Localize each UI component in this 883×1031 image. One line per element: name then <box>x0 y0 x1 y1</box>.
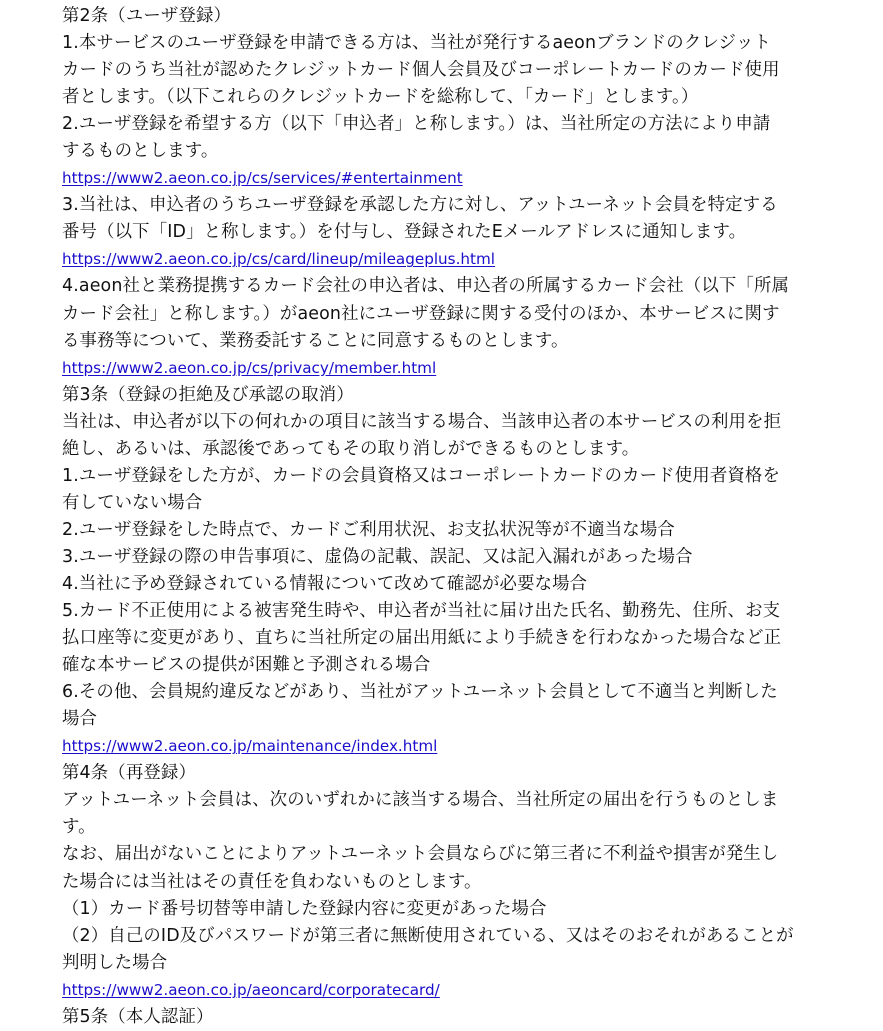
link-line <box>62 977 852 1004</box>
paragraph-line: するものとします。 <box>62 141 219 162</box>
paragraph-line: 判明した場合 <box>62 952 168 973</box>
paragraph-line: 2.ユーザ登録をした時点で、カードご利用状況、お支払状況等が不適当な場合 <box>62 519 675 540</box>
paragraph-line: 3.ユーザ登録の際の申告事項に、虚偽の記載、誤記、又は記入漏れがあった場合 <box>62 546 693 567</box>
link-line <box>62 733 852 760</box>
link-line <box>62 355 852 382</box>
article-2-heading: 第2条（ユーザ登録） <box>62 6 232 26</box>
paragraph-line: カード会社」と称します。）がaeon社にユーザ登録に関する受付のほか、本サービスに関す <box>62 303 780 324</box>
paragraph-line: 有していない場合 <box>62 492 203 513</box>
paragraph-line: 6.その他、会員規約違反などがあり、当社がアットユーネット会員として不適当と判断した <box>62 682 778 703</box>
corporatecard-link[interactable]: https://www2.aeon.co.jp/aeoncard/corporatecard/ <box>62 980 440 999</box>
entertainment-link[interactable]: https://www2.aeon.co.jp/cs/services/#entertainment <box>62 169 463 188</box>
privacy-member-link[interactable]: https://www2.aeon.co.jp/cs/privacy/member.html <box>62 358 437 377</box>
paragraph-line: 番号（以下「ID」と称します。）を付与し、登録されたEメールアドレスに通知します。 <box>62 222 747 243</box>
paragraph-line: 3.当社は、申込者のうちユーザ登録を承認した方に対し、アットユーネット会員を特定する <box>62 195 778 216</box>
maintenance-link[interactable]: https://www2.aeon.co.jp/maintenance/index.html <box>62 737 438 756</box>
paragraph-line: 4.当社に予め登録されている情報について改めて確認が必要な場合 <box>62 573 588 594</box>
paragraph-line: た場合には当社はその責任を負わないものとします。 <box>62 871 482 892</box>
paragraph-line: す。 <box>62 817 96 838</box>
paragraph-line: 場合 <box>62 709 98 730</box>
link-line <box>62 246 852 273</box>
paragraph-line: 2.ユーザ登録を希望する方（以下「申込者」と称します。）は、当社所定の方法により申請 <box>62 114 771 135</box>
paragraph-line: 絶し、あるいは、承認後であってもその取り消しができるものとします。 <box>62 438 640 459</box>
paragraph-line: アットユーネット会員は、次のいずれかに該当する場合、当社所定の届出を行うものとしま <box>62 790 779 811</box>
link-line <box>62 165 852 192</box>
paragraph-line: カードのうち当社が認めたクレジットカード個人会員及びコーポレートカードのカード使用 <box>62 60 780 81</box>
paragraph-line: （1）カード番号切替等申請した登録内容に変更があった場合 <box>62 898 547 919</box>
mileageplus-link[interactable]: https://www2.aeon.co.jp/cs/card/lineup/mileageplus.html <box>62 250 496 269</box>
article-4-heading: 第4条（再登録） <box>62 763 196 784</box>
paragraph-line: 5.カード不正使用による被害発生時や、申込者が当社に届け出た氏名、勤務先、住所、お支 <box>62 601 781 622</box>
paragraph-line: る事務等について、業務委託することに同意するものとします。 <box>62 330 569 351</box>
paragraph-line: （2）自己のID及びパスワードが第三者に無断使用されている、又はそのおそれがあることが <box>62 925 794 946</box>
paragraph-line: 払口座等に変更があり、直ちに当社所定の届出用紙により手続きを行わなかった場合など正 <box>62 628 782 649</box>
paragraph-line: 1.ユーザ登録をした方が、カードの会員資格又はコーポレートカードのカード使用者資格を <box>62 465 780 486</box>
paragraph-line: 者とします。（以下これらのクレジットカードを総称して、「カード」とします。） <box>62 87 699 108</box>
paragraph-line: 確な本サービスの提供が困難と予測される場合 <box>62 655 431 676</box>
document-body <box>62 3 852 1031</box>
article-5-heading: 第5条（本人認証） <box>62 1006 214 1027</box>
article-3-heading: 第3条（登録の拒絶及び承認の取消） <box>62 384 354 405</box>
paragraph-line: 当社は、申込者が以下の何れかの項目に該当する場合、当該申込者の本サービスの利用を拒 <box>62 411 782 432</box>
paragraph-line: なお、届出がないことによりアットユーネット会員ならびに第三者に不利益や損害が発生し <box>62 844 779 865</box>
paragraph-line: 1.本サービスのユーザ登録を申請できる方は、当社が発行するaeonブランドのクレジット <box>62 33 772 54</box>
paragraph-line: 4.aeon社と業務提携するカード会社の申込者は、申込者の所属するカード会社（以下「所属 <box>62 276 790 297</box>
